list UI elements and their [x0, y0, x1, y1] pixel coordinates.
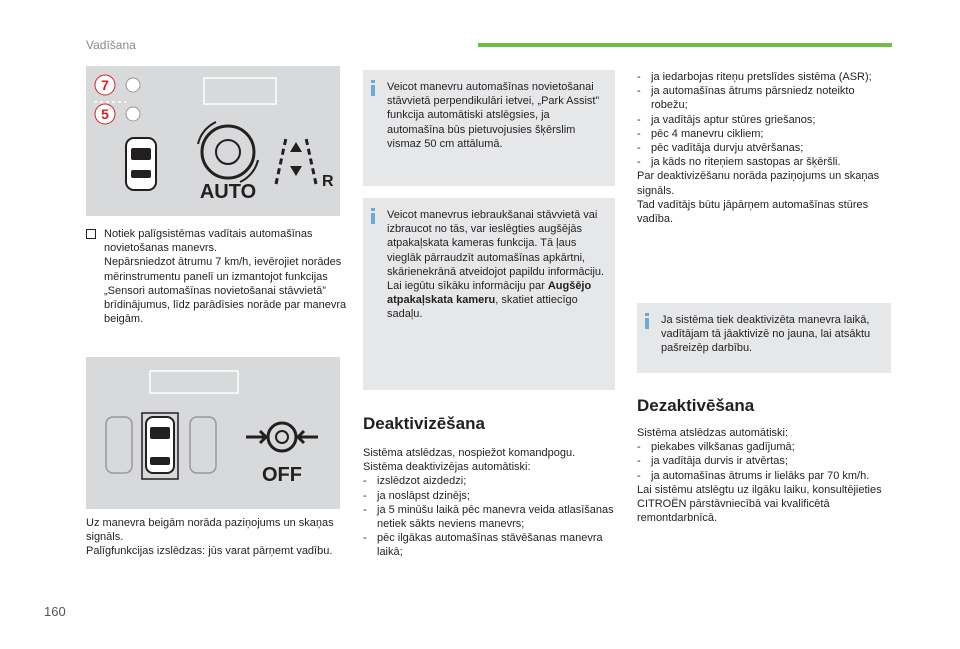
- list-item: - ja iedarbojas riteņu pretslīdes sistēma (ASR);: [637, 70, 891, 84]
- info-note-perpendicular: [363, 70, 615, 186]
- step-body: Nepārsniedzot ātrumu 7 km/h, ievērojiet norādes mērinstrumentu panelī un izmantojot funkcijas „Sensori automašīnas novietošanai stāvvietā” brīdinājumus, līdz parādīsies norāde par manevra beigām.: [104, 256, 347, 326]
- note-ref-suffix: , skatiet attiecīgo sadaļu.: [387, 294, 578, 321]
- deactivation-continued: [637, 70, 891, 226]
- list-item: - pēc vadītāja durvju atvēršanas;: [637, 141, 891, 155]
- figure-park-assist-auto: [86, 66, 340, 216]
- note-ref-bold: Augšējo atpakaļskata kameru: [387, 280, 592, 307]
- end-text-2: Palīgfunkcijas izslēdzas: jūs varat pārņemt vadību.: [86, 545, 333, 558]
- deactivation-list-continued: [637, 70, 891, 169]
- dezaktivation-text: [637, 426, 891, 525]
- heading-deaktivizesana: Deaktivizēšana: [363, 414, 485, 433]
- driver-takeover: Tad vadītājs būtu jāpārņem automašīnas stūres vadība.: [637, 198, 869, 226]
- section-title: Vadīšana: [86, 38, 136, 52]
- deactivation-list: [363, 474, 615, 559]
- checkbox-icon: [86, 229, 96, 239]
- info-note-camera: [363, 198, 615, 390]
- deactivation-notice: Par deaktivizēšanu norāda paziņojums un skaņas signāls.: [637, 170, 880, 197]
- heading-dezaktivesana: Dezaktivēšana: [637, 396, 755, 415]
- note-text: Ja sistēma tiek deaktivizēta manevra laikā, vadītājam tā jāaktivizē no jauna, lai atsāktu pašreizēp darbību.: [661, 314, 871, 355]
- end-text-1: Uz manevra beigām norāda paziņojums un skaņas signāls.: [86, 517, 334, 544]
- list-item: - izslēdzot aizdedzi;: [363, 474, 615, 488]
- deactivation-intro-2: Sistēma deaktivizējas automātiski:: [363, 461, 531, 474]
- dezaktivation-outro: Lai sistēmu atslēgtu uz ilgāku laiku, konsultējieties CITROËN pārstāvniecībā vai kvalificētā remontdarbnīcā.: [637, 483, 882, 525]
- info-note-reactivate: [637, 303, 891, 373]
- info-icon: [371, 80, 375, 96]
- step-title: Notiek palīgsistēmas vadītais automašīnas novietošanas manevrs.: [104, 228, 313, 255]
- list-item: - ja vadītāja durvis ir atvērtas;: [637, 454, 891, 468]
- list-item: - ja vadītājs aptur stūres griešanos;: [637, 113, 891, 127]
- note-reference: [387, 279, 607, 322]
- auto-label: AUTO: [199, 181, 257, 203]
- info-icon: [645, 313, 649, 329]
- list-item: - ja automašīnas ātrums ir lielāks par 70 km/h.: [637, 469, 891, 483]
- list-item: - ja noslāpst dzinējs;: [363, 489, 615, 503]
- step-manoeuvre: [86, 227, 358, 326]
- dezaktivation-list: [637, 440, 891, 483]
- off-label: OFF: [262, 464, 302, 486]
- callout-5: 5: [101, 106, 109, 122]
- dezaktivation-intro: Sistēma atslēdzas automātiski:: [637, 427, 789, 439]
- end-of-manoeuvre-text: [86, 516, 340, 559]
- section-accent-bar: [478, 43, 892, 47]
- note-text: Veicot manevrus iebraukšanai stāvvietā vai izbraucot no tās, var ieslēgties augšējās atpakaļskata kameras funkcija. Tā ļaus vieglāk pārraudzīt automašīnas apkārtni, skārienekrānā atveidojot papildu informāciju.: [387, 209, 605, 278]
- list-item: - piekabes vilkšanas gadījumā;: [637, 440, 891, 454]
- figure-park-assist-off: [86, 357, 340, 509]
- page-number: 160: [44, 604, 66, 619]
- list-item: - ja automašīnas ātrums pārsniedz noteikto robežu;: [637, 84, 891, 112]
- list-item: - pēc ilgākas automašīnas stāvēšanas manevra laikā;: [363, 531, 615, 559]
- list-item: - pēc 4 manevru cikliem;: [637, 127, 891, 141]
- reverse-label: R: [322, 173, 334, 190]
- note-text: Veicot manevru automašīnas novietošanai stāvvietā perpendikulāri ietvei, „Park Assist” funkcija automātiski atslēgsies, ja automašīna būs pietuvojusies šķērslim vismaz 50 cm attālumā.: [387, 81, 600, 150]
- list-item: - ja kāds no riteņiem sastopas ar šķēršli.: [637, 155, 891, 169]
- deactivation-text: [363, 446, 615, 560]
- park-assist-illustration: [86, 66, 340, 216]
- info-icon: [371, 208, 375, 224]
- deactivation-intro-1: Sistēma atslēdzas, nospiežot komandpogu.: [363, 447, 576, 459]
- list-item: - ja 5 minūšu laikā pēc manevra veida atlasīšanas netiek sākts neviens manevrs;: [363, 503, 615, 531]
- note-ref-prefix: Lai iegūtu sīkāku informāciju par: [387, 280, 548, 293]
- callout-7: 7: [101, 77, 109, 93]
- park-assist-off-illustration: [86, 357, 340, 509]
